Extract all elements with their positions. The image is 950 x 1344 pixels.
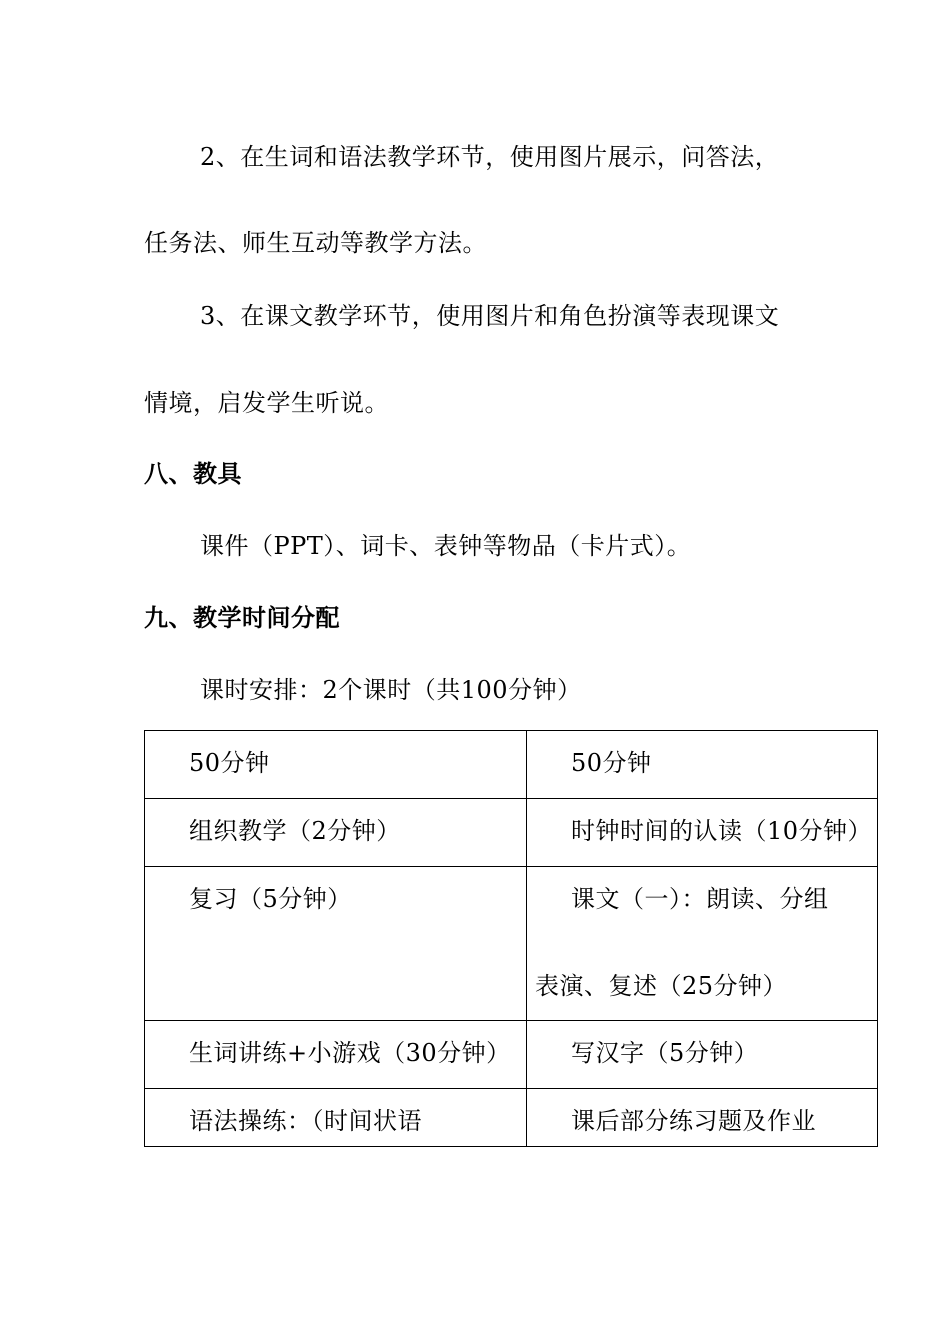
table-cell (145, 799, 527, 867)
paragraph-3-line-2: 情境，启发学生听说。 (144, 389, 389, 417)
table-cell (527, 1089, 878, 1147)
time-allocation-table (144, 730, 878, 1147)
cell-text: 复习（5分钟） (189, 885, 352, 913)
cell-text: 表演、复述（25分钟） (535, 972, 788, 1000)
table-cell (527, 799, 878, 867)
table-cell (145, 867, 527, 1021)
cell-text: 时钟时间的认读（10分钟） (571, 817, 873, 845)
table-row (145, 1089, 878, 1147)
table-cell (527, 731, 878, 799)
paragraph-3-line-1: 3、在课文教学环节，使用图片和角色扮演等表现课文 (200, 302, 780, 330)
table-row (145, 867, 878, 1021)
cell-text: 语法操练：（时间状语 (189, 1107, 422, 1135)
section-8-heading: 八、教具 (144, 460, 242, 488)
table-row (145, 731, 878, 799)
section-9-intro: 课时安排：2个课时（共100分钟） (200, 676, 582, 704)
cell-text: 写汉字（5分钟） (571, 1039, 759, 1067)
table-cell (145, 1021, 527, 1089)
cell-text: 生词讲练+小游戏（30分钟） (189, 1039, 511, 1067)
cell-text: 课后部分练习题及作业 (571, 1107, 816, 1135)
cell-text: 课文（一）：朗读、分组 (571, 885, 829, 913)
header-right-label: 50分钟 (571, 749, 652, 777)
table-cell (527, 867, 878, 1021)
table-cell (145, 731, 527, 799)
table-cell (527, 1021, 878, 1089)
header-left-label: 50分钟 (189, 749, 270, 777)
section-9-heading: 九、教学时间分配 (144, 604, 340, 632)
paragraph-2-line-2: 任务法、师生互动等教学方法。 (144, 229, 487, 257)
cell-text: 组织教学（2分钟） (189, 817, 401, 845)
table-cell (145, 1089, 527, 1147)
section-8-body: 课件（PPT）、词卡、表钟等物品（卡片式）。 (200, 532, 692, 560)
table-row (145, 1021, 878, 1089)
paragraph-2-line-1: 2、在生词和语法教学环节，使用图片展示，问答法， (200, 143, 780, 171)
table-row (145, 799, 878, 867)
